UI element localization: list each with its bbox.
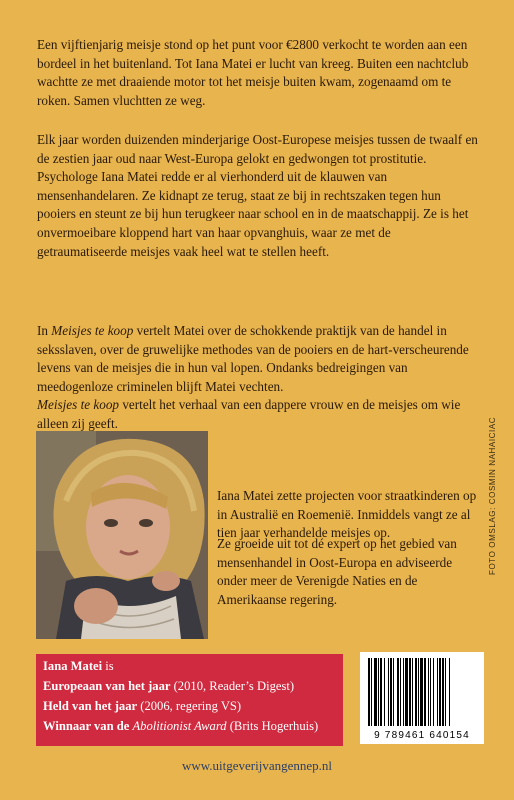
award-title: Europeaan van het jaar [43, 679, 171, 693]
barcode-stripe [412, 658, 413, 726]
barcode-stripe [403, 658, 404, 726]
barcode-stripe [428, 658, 429, 726]
publisher-url: www.uitgeverijvangennep.nl [181, 758, 333, 773]
intro-paragraph: Een vijftienjarig meisje stond op het punt voor €2800 verkocht te worden aan een bordeel in het buitenland. Tot Iana Matei er lucht van kreeg. Buiten een nachtclub wachtte ze met draaiende motor tot het meisje buiten kwam, zogenaamd om te roken. Samen vluchtten ze weg. [37, 37, 469, 108]
barcode-stripe [418, 658, 419, 726]
book-title: Meisjes te koop [37, 397, 120, 413]
barcode-stripe [400, 658, 401, 726]
author-photo [36, 431, 208, 639]
barcode-bars [360, 652, 484, 730]
author-expertise-text: Ze groeide uit tot dé expert op het gebied van mensenhandel in Oost-Europa en adviseerde onder meer de Verenigde Naties en de Amerikaanse regering. [217, 536, 457, 607]
barcode-stripe [445, 658, 446, 726]
isbn-number: 9 789461 640154 [374, 730, 470, 741]
barcode-stripe [420, 658, 423, 726]
award-title: Winnaar van de [43, 719, 133, 733]
award-item [43, 699, 241, 714]
isbn-barcode [360, 652, 484, 744]
award-detail: (2006, regering VS) [137, 699, 242, 713]
barcode-stripe [378, 658, 379, 726]
barcode-stripe [442, 658, 444, 726]
barcode-stripe [405, 658, 408, 726]
author-projects-text: Iana Matei zette projecten voor straatkinderen op in Australië en Roemenië. Inmiddels vangt ze al tien jaar verhandelde meisjes op. [217, 488, 477, 541]
barcode-stripe [449, 658, 450, 726]
barcode-stripe [374, 658, 377, 726]
award-item [43, 679, 294, 694]
barcode-stripe [380, 658, 382, 726]
award-detail: (2010, Reader’s Digest) [170, 679, 295, 693]
barcode-stripe [439, 658, 441, 726]
barcode-stripe [390, 658, 392, 726]
awards-intro [43, 659, 114, 674]
barcode-stripe [371, 658, 372, 726]
author-name: Iana Matei [43, 659, 103, 673]
barcode-stripe [437, 658, 438, 726]
award-title: Held van het jaar [43, 699, 138, 713]
barcode-stripe [384, 658, 385, 726]
context-paragraph: Elk jaar worden duizenden minderjarige Oost-Europese meisjes tussen de twaalf en de zestien jaar oud naar West-Europa gelokt en gedwongen tot prostitutie. Psychologe Iana Matei redde er al vierhonderd uit de klauwen van mensenhandelaren. Ze kidnapt ze terug, staat ze bij in rechtszaken tegen hun pooiers en steunt ze bij hun terugkeer naar school en in de maatschappij. Ze is het onvermoeibare kloppend hart van haar opvanghuis, waar ze met de getraumatiseerde meisjes vaak heel wat te stellen heeft. [37, 132, 478, 259]
summary-text-c: vertelt het verhaal van een dappere vrouw en de meisjes om wie alleen zij geeft. [37, 397, 461, 431]
barcode-stripe [430, 658, 431, 726]
awards-box [36, 654, 343, 746]
award-item [43, 719, 318, 734]
barcode-stripe [393, 658, 394, 726]
book-summary-paragraph [37, 322, 482, 434]
summary-text-b: vertelt Matei over de schokkende praktijk van de handel in seksslaven, over de gruwelijke methodes van de pooiers en de hart-verscheurende levens van de meisjes die in hun val lopen. Ondanks bedreigingen van meedogenloze criminelen blijft Matei vechten. [37, 323, 469, 394]
awards-intro-suffix: is [102, 659, 114, 673]
barcode-stripe [397, 658, 399, 726]
award-name: Abolitionist Award [132, 719, 227, 733]
barcode-stripe [409, 658, 411, 726]
summary-text-a: In [37, 323, 52, 338]
barcode-stripe [433, 658, 434, 726]
award-detail: (Brits Hogerhuis) [226, 719, 319, 733]
book-title: Meisjes te koop [51, 323, 134, 338]
barcode-stripe [388, 658, 389, 726]
photo-credit: FOTO OMSLAG: COSMIN NAHAICIAC [488, 416, 497, 575]
barcode-stripe [424, 658, 426, 726]
barcode-stripe [415, 658, 417, 726]
barcode-stripe [368, 658, 370, 726]
